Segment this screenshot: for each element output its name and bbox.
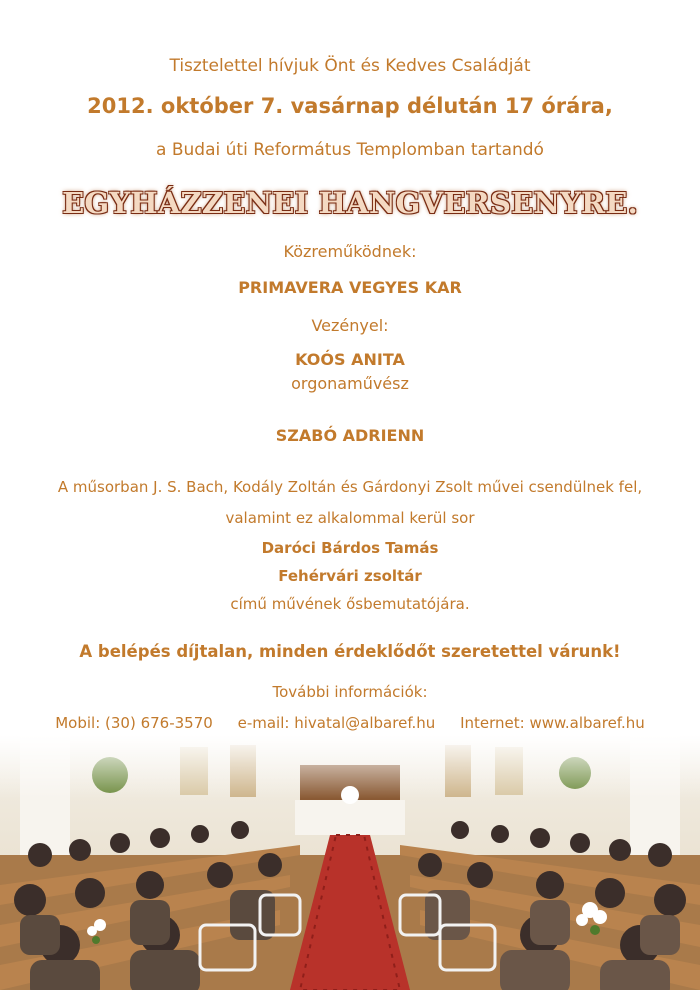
- intro-line: Tisztelettel hívjuk Önt és Kedves Családját: [169, 56, 531, 76]
- email-address: e-mail: hivatal@albaref.hu: [237, 714, 436, 732]
- conductor-name: SZABÓ ADRIENN: [275, 426, 425, 445]
- conductor-label: Vezényel:: [311, 316, 389, 335]
- event-date: 2012. október 7. vasárnap délután 17 órára,: [87, 94, 613, 118]
- church-audience-photo: [0, 735, 700, 990]
- phone-number: Mobil: (30) 676-3570: [55, 714, 213, 732]
- contact-line: [0, 714, 700, 732]
- work-title: Fehérvári zsoltár: [278, 567, 422, 585]
- more-info-label: További információk:: [272, 683, 428, 701]
- organist-title: orgonaművész: [291, 374, 409, 393]
- premiere-line: című művének ősbemutatójára.: [230, 595, 470, 613]
- program-line-2: valamint ez alkalommal kerül sor: [225, 509, 475, 527]
- organist-name: KOÓS ANITA: [295, 350, 405, 369]
- composer-name: Daróci Bárdos Tamás: [261, 539, 439, 557]
- website-link: Internet: www.albaref.hu: [460, 714, 645, 732]
- concert-headline: EGYHÁZZENEI HANGVERSENYRE.: [62, 186, 638, 220]
- performers-label: Közreműködnek:: [283, 242, 417, 261]
- entry-note: A belépés díjtalan, minden érdeklődőt szeretettel várunk!: [79, 642, 621, 661]
- program-line-1: A műsorban J. S. Bach, Kodály Zoltán és Gárdonyi Zsolt művei csendülnek fel,: [57, 478, 643, 496]
- choir-name: PRIMAVERA VEGYES KAR: [238, 278, 462, 297]
- event-venue: a Budai úti Református Templomban tartandó: [156, 140, 544, 160]
